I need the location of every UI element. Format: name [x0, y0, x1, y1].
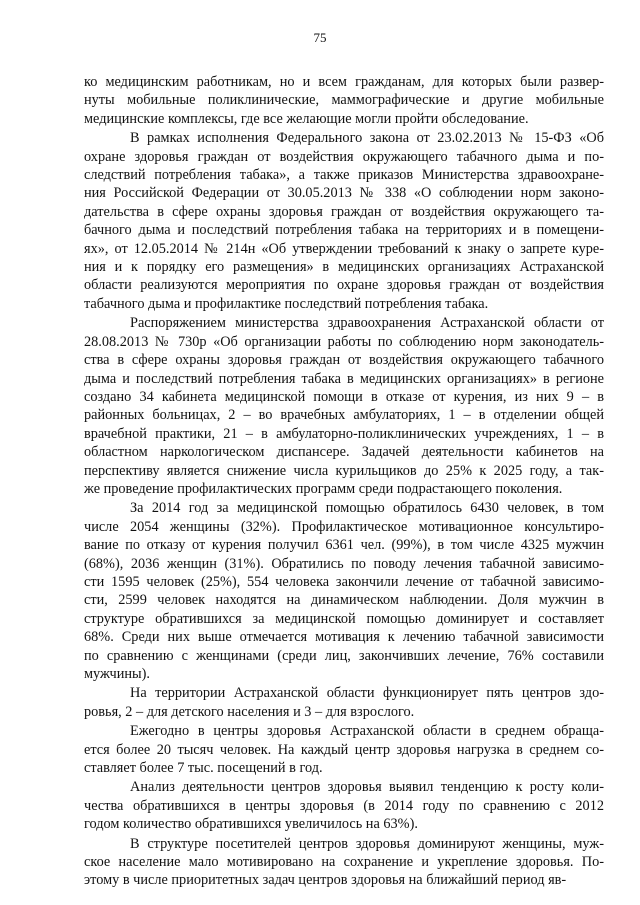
text-line: создано 34 кабинета медицинской помощи в отказе от курения, из них 9 – в [84, 388, 604, 405]
body-text [84, 73, 604, 891]
text-line: сти, 2599 человек находятся на динамическом наблюдении. Доля мужчин в [84, 592, 604, 609]
text-line: ское население мало мотивировано на сохранение и укрепление здоровья. По- [84, 854, 604, 871]
text-line: дательства в сфере охраны здоровья граждан от воздействия окружающего та- [84, 203, 604, 220]
text-line: медицинские комплексы, где все желающие могли пройти обследование. [84, 110, 529, 127]
text-line: этому в числе приоритетных задач центров здоровья на ближайший период яв- [84, 872, 567, 889]
text-line: 68%. Среди них выше отмечается мотивация к лечению табачной зависимости [84, 629, 604, 646]
paragraph [84, 129, 604, 313]
text-line: врачебной практики, 21 – в амбулаторно-поликлинических учреждениях, 1 – в [84, 425, 604, 442]
text-line: числе 2054 женщины (32%). Профилактическое мотивационное консультиро- [84, 518, 604, 535]
paragraph [84, 778, 604, 833]
text-line: ется более 20 тысяч человек. На каждый центр здоровья нагрузка в среднем со- [84, 741, 604, 758]
paragraph [84, 722, 604, 777]
text-line: Ежегодно в центры здоровья Астраханской области в среднем обраща- [130, 723, 604, 740]
paragraph [84, 835, 604, 890]
text-line: же проведение профилактических программ среди подрастающего поколения. [84, 480, 563, 497]
text-line: На территории Астраханской области функционирует пять центров здо- [130, 685, 604, 702]
text-line: мужчины). [84, 666, 150, 682]
text-line: перспективу является снижение числа курильщиков до 25% к 2025 году, а так- [84, 462, 604, 479]
text-line: (68%), 2036 женщин (31%). Обратились по поводу лечения табачной зависимо- [84, 555, 604, 572]
text-line: ния Российской Федерации от 30.05.2013 № 338 «О соблюдении норм законо- [84, 185, 604, 202]
text-line: районных больницах, 2 – во врачебных амбулаториях, 1 – в отделении общей [84, 407, 604, 424]
text-line: Анализ деятельности центров здоровья выявил тенденцию к росту коли- [130, 779, 604, 796]
text-line: Распоряжением министерства здравоохранения Астраханской области от [130, 315, 604, 332]
text-line: сти 1595 человек (25%), 554 человека закончили лечение от табачной зависимо- [84, 573, 604, 590]
paragraph [84, 499, 604, 683]
paragraph [84, 684, 604, 721]
text-line: В рамках исполнения Федерального закона от 23.02.2013 № 15-ФЗ «Об [130, 130, 604, 147]
text-line: ства в сфере охраны здоровья граждан от воздействия окружающего табачного [84, 352, 604, 369]
text-line: бачного дыма и последствий потребления табака на территориях и в помещени- [84, 222, 604, 239]
text-line: структуре обратившихся за медицинской помощью доминирует и составляет [84, 610, 604, 627]
text-line: ния и к порядку его размещения» в медицинских организациях Астраханской [84, 259, 604, 276]
text-line: по сравнению с женщинами (среди лиц, закончивших лечение, 76% составили [84, 647, 604, 664]
text-line: табачного дыма и профилактике последствий потребления табака. [84, 295, 489, 312]
text-line: ставляет более 7 тыс. посещений в год. [84, 760, 323, 777]
text-line: нуты мобильные поликлинические, маммографические и другие мобильные [84, 92, 604, 109]
text-line: За 2014 год за медицинской помощью обратилось 6430 человек, в том [130, 500, 604, 517]
text-line: ко медицинским работникам, но и всем гражданам, для которых были развер- [84, 74, 604, 90]
text-line: вание по отказу от курения получил 6361 чел. (99%), в том числе 4325 мужчин [84, 537, 604, 554]
text-line: областном наркологическом диспансере. Задачей деятельности кабинетов на [84, 444, 604, 461]
page-number: 75 [313, 30, 327, 45]
paragraph [84, 73, 604, 128]
text-line: ях», от 12.05.2014 № 214н «Об утверждении требований к знаку о запрете куре- [84, 240, 604, 257]
text-line: чества обратившихся в центры здоровья (в 2014 году по сравнению с 2012 [84, 797, 604, 814]
paragraph [84, 314, 604, 498]
text-line: 28.08.2013 № 730р «Об организации работы по соблюдению норм законодатель- [84, 333, 604, 350]
text-line: годом количество обратившихся увеличилось на 63%). [84, 816, 418, 833]
text-line: следствий потребления табака», а также приказов Министерства здравоохране- [84, 167, 604, 184]
text-line: области реализуются мероприятия по охране здоровья граждан от воздействия [84, 277, 604, 294]
text-line: ровья, 2 – для детского населения и 3 – для взрослого. [84, 703, 415, 720]
text-line: дыма и последствий потребления табака в медицинских организациях» в регионе [84, 370, 604, 387]
text-line: В структуре посетителей центров здоровья доминируют женщины, муж- [130, 835, 604, 852]
text-line: охране здоровья граждан от воздействия окружающего табачного дыма и по- [84, 148, 604, 165]
